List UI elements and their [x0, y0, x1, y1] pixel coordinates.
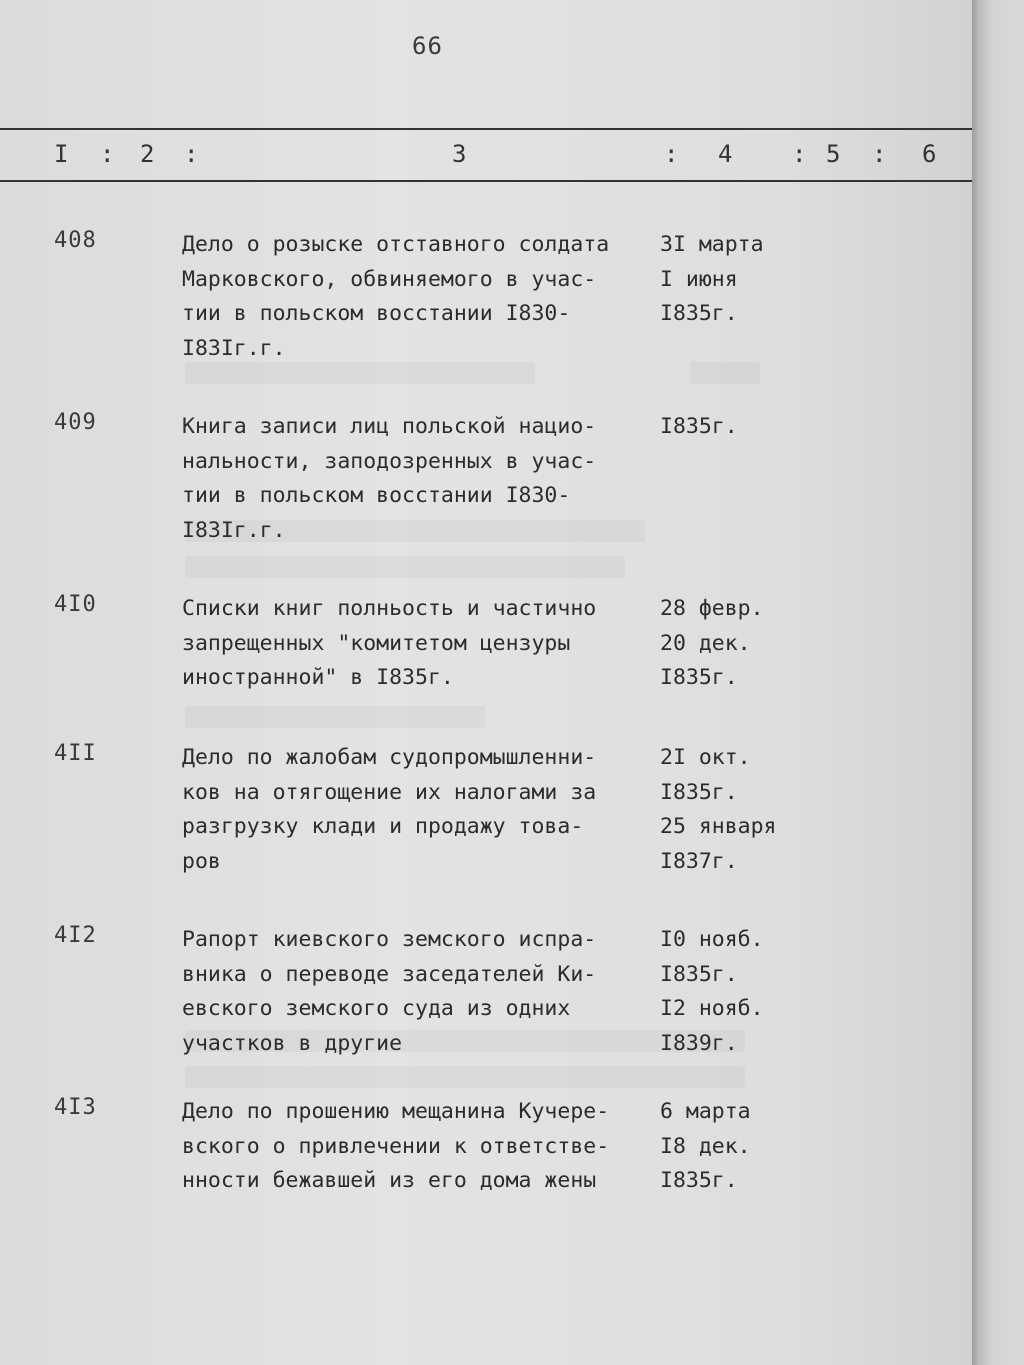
title-line: Списки книг полньость и частично: [182, 596, 597, 621]
title-line: Дело по прошению мещанина Кучере-: [182, 1099, 610, 1124]
title-line: нности бежавшей из его дома жены: [182, 1168, 597, 1193]
column-header-4: 4: [718, 140, 733, 168]
column-header-6: 6: [922, 140, 937, 168]
title-line: вника о переводе заседателей Ки-: [182, 961, 597, 987]
title-line: Марковского, обвиняемого в учас-: [182, 266, 597, 292]
date-line: I июня: [660, 266, 738, 292]
title-line: вского о привлечении к ответстве-: [182, 1133, 610, 1159]
title-line: Книга записи лиц польской нацио-: [182, 414, 597, 439]
header-rule-bottom: [0, 180, 975, 182]
date-line: 3I марта: [660, 232, 764, 257]
date-line: 2I окт.: [660, 745, 751, 770]
column-separator: :: [792, 140, 807, 168]
title-line: I83Iг.г.: [182, 335, 286, 361]
entry-number: 4I0: [54, 592, 97, 617]
column-separator: :: [184, 140, 199, 168]
date-line: I835г.: [660, 1168, 738, 1193]
date-line: I2 нояб.: [660, 996, 764, 1021]
entry-number: 4I2: [54, 923, 97, 948]
entry-title: [182, 741, 596, 879]
title-line: разгрузку клади и продажу това-: [182, 814, 584, 839]
date-line: 25 января: [660, 814, 777, 839]
header-rule-top: [0, 128, 975, 130]
title-line: запрещенных "комитетом цензуры: [182, 630, 571, 656]
column-header-5: 5: [826, 140, 841, 168]
entry-dates: [660, 1095, 751, 1199]
page-number: 66: [412, 32, 443, 60]
entry-title: [182, 592, 596, 696]
title-line: Дело по жалобам судопромышленни-: [182, 745, 597, 770]
title-line: I83Iг.г.: [182, 517, 286, 543]
entry-dates: [660, 228, 764, 332]
entry-dates: [660, 923, 764, 1061]
page-edge-shadow: [972, 0, 1024, 1365]
title-line: нальности, заподозренных в учас-: [182, 448, 597, 474]
date-line: 20 дек.: [660, 630, 751, 656]
bleed-through: [690, 362, 760, 384]
title-line: Дело о розыске отставного солдата: [182, 232, 610, 257]
column-header-2: 2: [140, 140, 155, 168]
date-line: I835г.: [660, 961, 738, 987]
date-line: 28 февр.: [660, 596, 764, 621]
title-line: ров: [182, 848, 221, 874]
entry-title: [182, 410, 596, 548]
entry-dates: [660, 410, 738, 445]
entry-title: [182, 1095, 609, 1199]
title-line: ков на отягощение их налогами за: [182, 779, 597, 805]
title-line: участков в другие: [182, 1030, 403, 1056]
bleed-through: [185, 706, 485, 728]
column-separator: :: [100, 140, 115, 168]
bleed-through: [185, 1066, 745, 1088]
title-line: иностранной" в I835г.: [182, 665, 454, 690]
bleed-through: [185, 556, 625, 578]
column-header-3: 3: [452, 140, 467, 168]
date-line: I837г.: [660, 848, 738, 874]
entry-dates: [660, 592, 764, 696]
date-line: I835г.: [660, 665, 738, 690]
date-line: I8 дек.: [660, 1133, 751, 1159]
date-line: I0 нояб.: [660, 927, 764, 952]
column-separator: :: [872, 140, 887, 168]
date-line: I835г.: [660, 414, 738, 439]
date-line: I835г.: [660, 779, 738, 805]
entry-number: 4I3: [54, 1095, 97, 1120]
entry-number: 409: [54, 410, 97, 435]
column-header-1: I: [54, 140, 69, 168]
date-line: I839г.: [660, 1030, 738, 1056]
title-line: тии в польском восстании I830-: [182, 483, 571, 508]
title-line: евского земского суда из одних: [182, 996, 571, 1021]
entry-title: [182, 923, 596, 1061]
title-line: тии в польском восстании I830-: [182, 301, 571, 326]
date-line: I835г.: [660, 301, 738, 326]
title-line: Рапорт киевского земского испра-: [182, 927, 597, 952]
entry-number: 4II: [54, 741, 97, 766]
entry-dates: [660, 741, 777, 879]
column-separator: :: [664, 140, 679, 168]
entry-number: 408: [54, 228, 97, 253]
entry-title: [182, 228, 609, 366]
date-line: 6 марта: [660, 1099, 751, 1124]
